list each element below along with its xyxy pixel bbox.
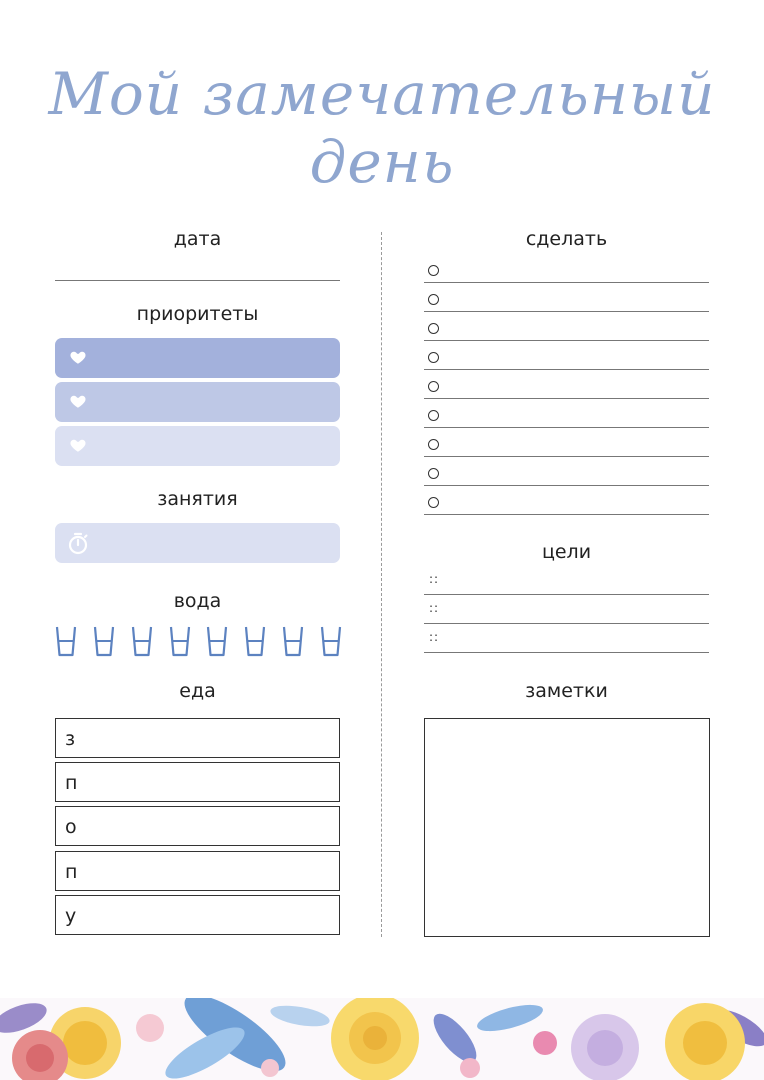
- checkbox-circle-icon[interactable]: [428, 265, 439, 276]
- water-heading: вода: [173, 590, 222, 612]
- glass-icon[interactable]: [169, 625, 191, 657]
- glass-icon[interactable]: [55, 625, 77, 657]
- todo-item[interactable]: [424, 398, 709, 428]
- checkbox-circle-icon[interactable]: [428, 497, 439, 508]
- meal-field-3[interactable]: [55, 806, 340, 846]
- glass-icon[interactable]: [320, 625, 342, 657]
- meal-label: п: [65, 772, 78, 794]
- todo-item[interactable]: [424, 340, 709, 370]
- todo-item[interactable]: [424, 485, 709, 515]
- checkbox-circle-icon[interactable]: [428, 381, 439, 392]
- heart-icon: [69, 436, 87, 458]
- todo-heading: сделать: [525, 228, 608, 250]
- meal-label: о: [65, 816, 77, 838]
- food-heading: еда: [179, 680, 216, 702]
- todo-item[interactable]: [424, 427, 709, 457]
- priorities-heading: приоритеты: [136, 303, 259, 325]
- checkbox-circle-icon[interactable]: [428, 410, 439, 421]
- meal-field-1[interactable]: [55, 718, 340, 758]
- page-title: Мой замечательный день: [48, 60, 716, 196]
- checkbox-circle-icon[interactable]: [428, 294, 439, 305]
- meal-field-5[interactable]: [55, 895, 340, 935]
- meal-label: з: [65, 728, 76, 750]
- goals-heading: цели: [541, 541, 592, 563]
- stopwatch-icon: [67, 531, 89, 559]
- checkbox-circle-icon[interactable]: [428, 352, 439, 363]
- priority-field-2[interactable]: [55, 382, 340, 422]
- todo-item[interactable]: [424, 282, 709, 312]
- meal-label: у: [65, 905, 77, 927]
- column-divider: [381, 232, 382, 937]
- checkbox-circle-icon[interactable]: [428, 439, 439, 450]
- todo-item[interactable]: [424, 253, 709, 283]
- water-tracker: [55, 625, 342, 659]
- goal-item[interactable]: [424, 565, 709, 595]
- goal-item[interactable]: [424, 623, 709, 653]
- priority-field-3[interactable]: [55, 426, 340, 466]
- date-field-line[interactable]: [55, 280, 340, 281]
- meal-label: п: [65, 861, 78, 883]
- glass-icon[interactable]: [244, 625, 266, 657]
- meal-field-4[interactable]: [55, 851, 340, 891]
- todo-item[interactable]: [424, 456, 709, 486]
- heart-icon: [69, 392, 87, 414]
- glass-icon[interactable]: [93, 625, 115, 657]
- goal-marker: ::: [429, 572, 440, 586]
- checkbox-circle-icon[interactable]: [428, 323, 439, 334]
- todo-item[interactable]: [424, 311, 709, 341]
- todo-item[interactable]: [424, 369, 709, 399]
- goal-item[interactable]: [424, 594, 709, 624]
- glass-icon[interactable]: [206, 625, 228, 657]
- meal-field-2[interactable]: [55, 762, 340, 802]
- activity-field[interactable]: [55, 523, 340, 563]
- goal-marker: ::: [429, 601, 440, 615]
- notes-heading: заметки: [525, 680, 608, 702]
- floral-border-decoration: [0, 998, 764, 1080]
- date-heading: дата: [173, 228, 222, 250]
- activities-heading: занятия: [157, 488, 238, 510]
- glass-icon[interactable]: [282, 625, 304, 657]
- checkbox-circle-icon[interactable]: [428, 468, 439, 479]
- glass-icon[interactable]: [131, 625, 153, 657]
- heart-icon: [69, 348, 87, 370]
- priority-field-1[interactable]: [55, 338, 340, 378]
- goal-marker: ::: [429, 630, 440, 644]
- notes-field[interactable]: [424, 718, 710, 937]
